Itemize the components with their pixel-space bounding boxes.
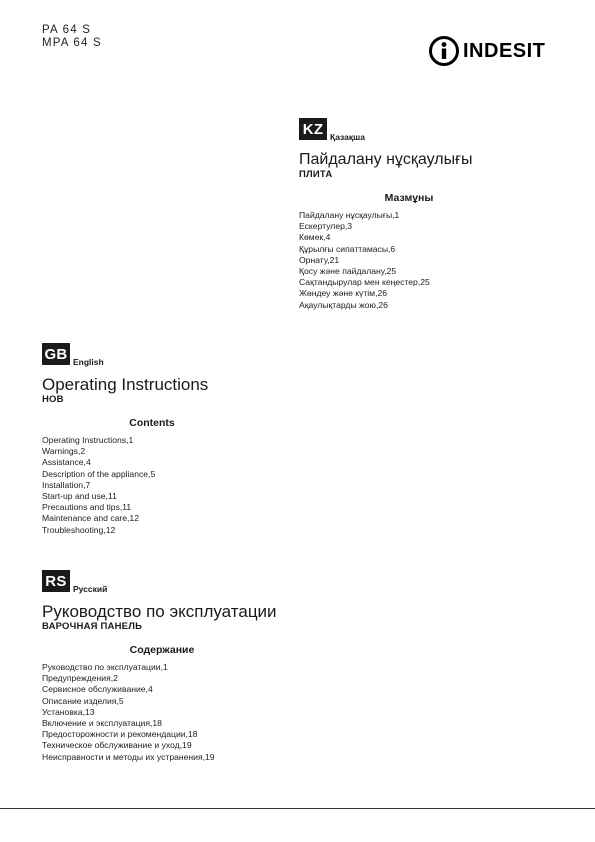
contents-item: Assistance,4: [42, 457, 91, 468]
section-russian: [42, 570, 282, 763]
language-name: Қазақша: [330, 132, 365, 142]
section-subtitle: HOB: [42, 394, 64, 405]
language-code-badge: GB: [42, 343, 70, 365]
language-header: [42, 343, 262, 365]
contents-item: Құрылғы сипаттамасы,6: [299, 243, 396, 254]
contents-heading: Мазмұны: [384, 192, 434, 204]
section-kazakh: [299, 118, 519, 311]
contents-heading: Содержание: [129, 644, 195, 656]
brand-name: INDESIT: [463, 39, 546, 62]
contents-item: Предупреждения,2: [42, 673, 118, 684]
contents-item: Көмек,4: [299, 232, 331, 243]
contents-item: Неисправности и методы их устранения,19: [42, 751, 215, 762]
contents-item: Предосторожности и рекомендации,18: [42, 729, 198, 740]
section-title: Пайдалану нұсқаулығы: [299, 151, 473, 168]
contents-item: Ескертулер,3: [299, 221, 353, 232]
contents-item: Пайдалану нұсқаулығы,1: [299, 210, 400, 220]
contents-item: Руководство по эксплуатации,1: [42, 662, 168, 672]
language-code-badge: KZ: [299, 118, 327, 140]
section-title: Руководство по эксплуатации: [42, 602, 277, 621]
model-line-2: MPA 64 S: [42, 37, 102, 49]
language-name: English: [73, 357, 104, 367]
language-header: [42, 570, 282, 592]
contents-item: Ақаулықтарды жою,26: [299, 299, 388, 310]
contents-list: [42, 662, 282, 763]
contents-heading: Contents: [129, 417, 175, 429]
contents-item: Техническое обслуживание и уход,19: [42, 740, 192, 751]
language-header: [299, 118, 519, 140]
section-subtitle: ВАРОЧНАЯ ПАНЕЛЬ: [42, 621, 143, 632]
contents-item: Troubleshooting,12: [42, 524, 116, 535]
contents-item: Description of the appliance,5: [42, 468, 156, 479]
contents-item: Operating Instructions,1: [42, 435, 134, 445]
contents-list: [299, 210, 519, 311]
language-code-badge: RS: [42, 570, 70, 592]
contents-item: Орнату,21: [299, 254, 340, 265]
indesit-logo-icon: [428, 35, 460, 67]
footer-divider: [0, 808, 595, 809]
contents-item: Сақтандырулар мен кеңестер,25: [299, 277, 430, 288]
model-line-1: PA 64 S: [42, 24, 92, 36]
section-english: [42, 343, 262, 536]
contents-item: Жөндеу және күтім,26: [299, 288, 388, 299]
contents-item: Precautions and tips,11: [42, 502, 132, 513]
contents-item: Сервисное обслуживание,4: [42, 684, 153, 695]
section-title: Operating Instructions: [42, 375, 209, 394]
brand-logo: [428, 34, 545, 68]
model-numbers: [42, 24, 102, 50]
contents-item: Warnings,2: [42, 446, 86, 457]
language-name: Русский: [73, 584, 108, 594]
contents-item: Включение и эксплуатация,18: [42, 718, 162, 729]
contents-item: Installation,7: [42, 479, 91, 490]
contents-list: [42, 435, 262, 536]
contents-item: Описание изделия,5: [42, 695, 124, 706]
section-subtitle: ПЛИТА: [299, 169, 333, 180]
contents-item: Қосу және пайдалану,25: [299, 266, 397, 277]
contents-item: Установка,13: [42, 706, 95, 717]
contents-item: Maintenance and care,12: [42, 513, 139, 524]
contents-item: Start-up and use,11: [42, 491, 117, 502]
